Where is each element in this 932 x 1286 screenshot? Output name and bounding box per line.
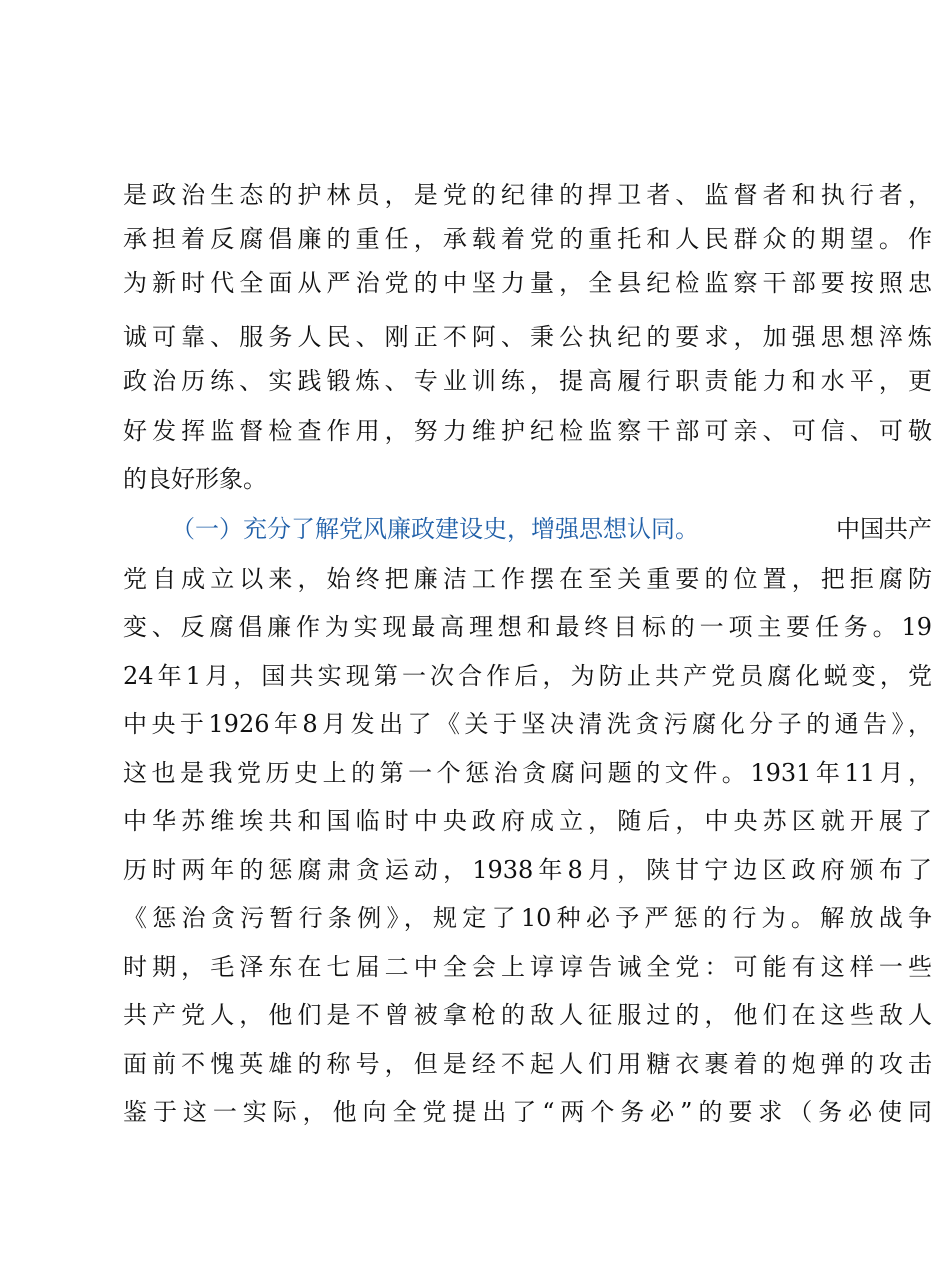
paragraph-line: 是政治生态的护林员，是党的纪律的捍卫者、监督者和执行者，: [123, 181, 932, 209]
section-heading: （一）充分了解党风廉政建设史，增强思想认同。: [171, 515, 699, 543]
paragraph-line: 中央于1926年8月发出了《关于坚决清洗贪污腐化分子的通告》，: [123, 710, 932, 738]
paragraph-line: 时期，毛泽东在七届二中全会上谆谆告诫全党：可能有这样一些: [123, 953, 932, 981]
paragraph-line: 的良好形象。: [123, 465, 267, 493]
paragraph-line: 承担着反腐倡廉的重任，承载着党的重托和人民群众的期望。作: [123, 225, 932, 253]
paragraph-line: 为新时代全面从严治党的中坚力量，全县纪检监察干部要按照忠: [123, 269, 932, 297]
paragraph-line: 党自成立以来，始终把廉洁工作摆在至关重要的位置，把拒腐防: [123, 565, 932, 593]
paragraph-line: 面前不愧英雄的称号，但是经不起人们用糖衣裹着的炮弹的攻击: [123, 1050, 932, 1078]
section-heading-line: [171, 509, 932, 549]
paragraph-line: 共产党人，他们是不曾被拿枪的敌人征服过的，他们在这些敌人: [123, 1001, 932, 1029]
section-heading-continuation: 中国共产: [836, 515, 932, 543]
paragraph-line: 24年1月，国共实现第一次合作后，为防止共产党员腐化蜕变，党: [123, 662, 932, 690]
paragraph-line: 历时两年的惩腐肃贪运动，1938年8月，陕甘宁边区政府颁布了: [123, 856, 932, 884]
paragraph-line: 中华苏维埃共和国临时中央政府成立，随后，中央苏区就开展了: [123, 807, 932, 835]
paragraph-line: 诚可靠、服务人民、刚正不阿、秉公执纪的要求，加强思想淬炼: [123, 323, 932, 351]
paragraph-line: 鉴于这一实际，他向全党提出了“两个务必”的要求（务必使同: [123, 1098, 932, 1126]
paragraph-line: 政治历练、实践锻炼、专业训练，提高履行职责能力和水平，更: [123, 367, 932, 395]
paragraph-line: 这也是我党历史上的第一个惩治贪腐问题的文件。1931年11月，: [123, 759, 932, 787]
paragraph-line: 变、反腐倡廉作为实现最高理想和最终目标的一项主要任务。19: [123, 613, 932, 641]
paragraph-line: 好发挥监督检查作用，努力维护纪检监察干部可亲、可信、可敬: [123, 417, 932, 445]
paragraph-line: 《惩治贪污暂行条例》，规定了10种必予严惩的行为。解放战争: [123, 904, 932, 932]
